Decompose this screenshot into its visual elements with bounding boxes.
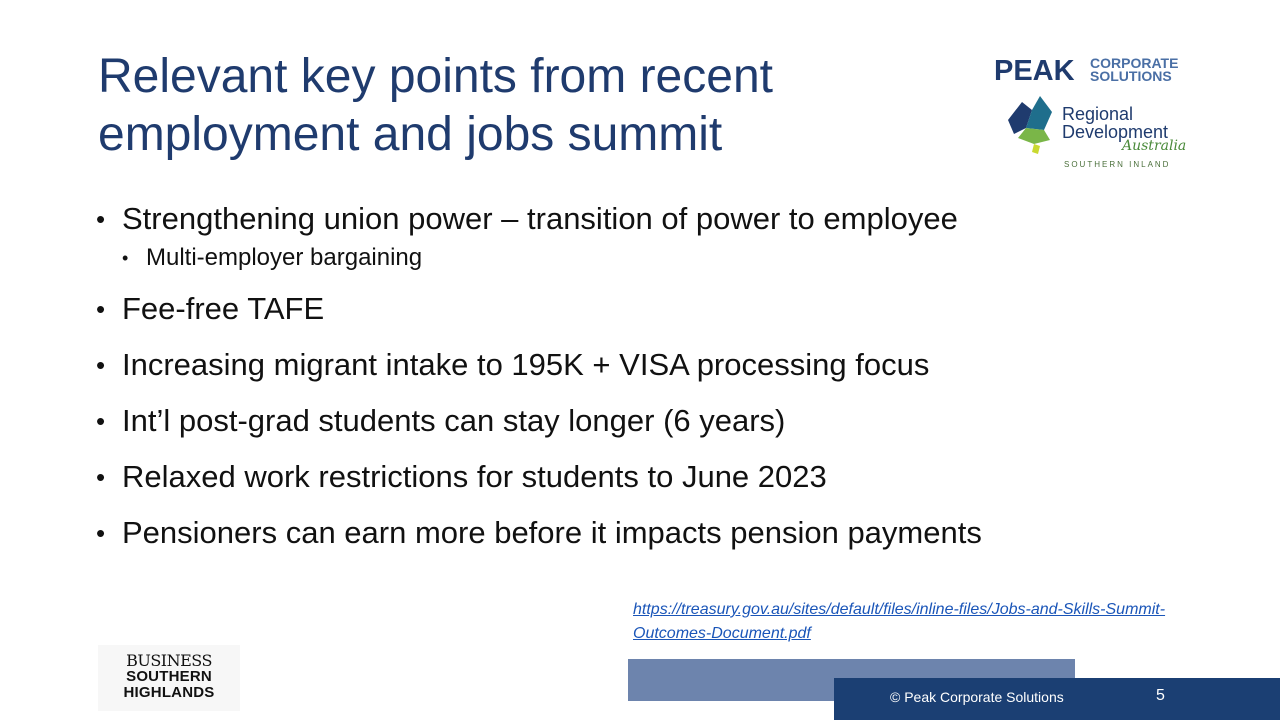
bullet-item — [96, 454, 1096, 500]
bullet-text: Relaxed work restrictions for students to June 2023 — [122, 459, 827, 494]
slide-title — [98, 48, 918, 164]
bsh-logo-line-3: HIGHLANDS — [123, 684, 215, 701]
sub-bullet-text: Multi-employer bargaining — [146, 244, 423, 271]
rda-word-regional: Regional — [1062, 104, 1134, 124]
slide-page-number: 5 — [1156, 687, 1165, 704]
source-link-line-1[interactable]: https://treasury.gov.au/sites/default/files/inline-files/Jobs-and-Skills-Summit- — [633, 601, 1166, 618]
bsh-logo-line-2: SOUTHERN — [126, 668, 212, 685]
peak-logo-word: PEAK — [994, 55, 1075, 87]
sub-bullet-item — [122, 242, 1096, 274]
rda-word-southern-inland: SOUTHERN INLAND — [1064, 160, 1171, 169]
bullet-text: Int’l post-grad students can stay longer (6 years) — [122, 403, 786, 438]
bullet-text: Strengthening union power – transition of power to employee — [122, 201, 958, 236]
rda-word-australia: Australia — [1122, 138, 1187, 154]
peak-logo-sub-2: SOLUTIONS — [1090, 68, 1172, 84]
bullet-item — [96, 286, 1096, 332]
business-southern-highlands-logo — [98, 645, 240, 711]
title-line-1: Relevant key points from recent — [98, 50, 773, 103]
footer-copyright: © Peak Corporate Solutions — [890, 689, 1064, 705]
bullet-text: Fee-free TAFE — [122, 291, 325, 326]
regional-development-australia-logo — [1004, 94, 1204, 174]
bullet-item — [96, 398, 1096, 444]
rda-word-development: Development — [1062, 122, 1169, 142]
australia-map-icon — [1004, 94, 1060, 156]
bullet-item — [96, 342, 1096, 388]
peak-logo-sub-1: CORPORATE — [1090, 55, 1179, 71]
title-line-2: employment and jobs summit — [98, 108, 723, 161]
bullet-text: Pensioners can earn more before it impacts pension payments — [122, 515, 982, 550]
footer-band-dark — [834, 678, 1280, 720]
source-link[interactable] — [633, 598, 1233, 646]
peak-logo-subtitle — [1090, 57, 1178, 83]
bsh-logo-line-1: BUSINESS — [126, 651, 212, 670]
source-link-line-2[interactable]: Outcomes-Document.pdf — [633, 625, 811, 642]
bullet-text: Increasing migrant intake to 195K + VISA processing focus — [122, 347, 930, 382]
bullet-item — [96, 196, 1096, 242]
bullet-item — [96, 510, 1096, 556]
bullet-list — [96, 196, 1096, 556]
peak-corporate-logo — [994, 56, 1194, 90]
